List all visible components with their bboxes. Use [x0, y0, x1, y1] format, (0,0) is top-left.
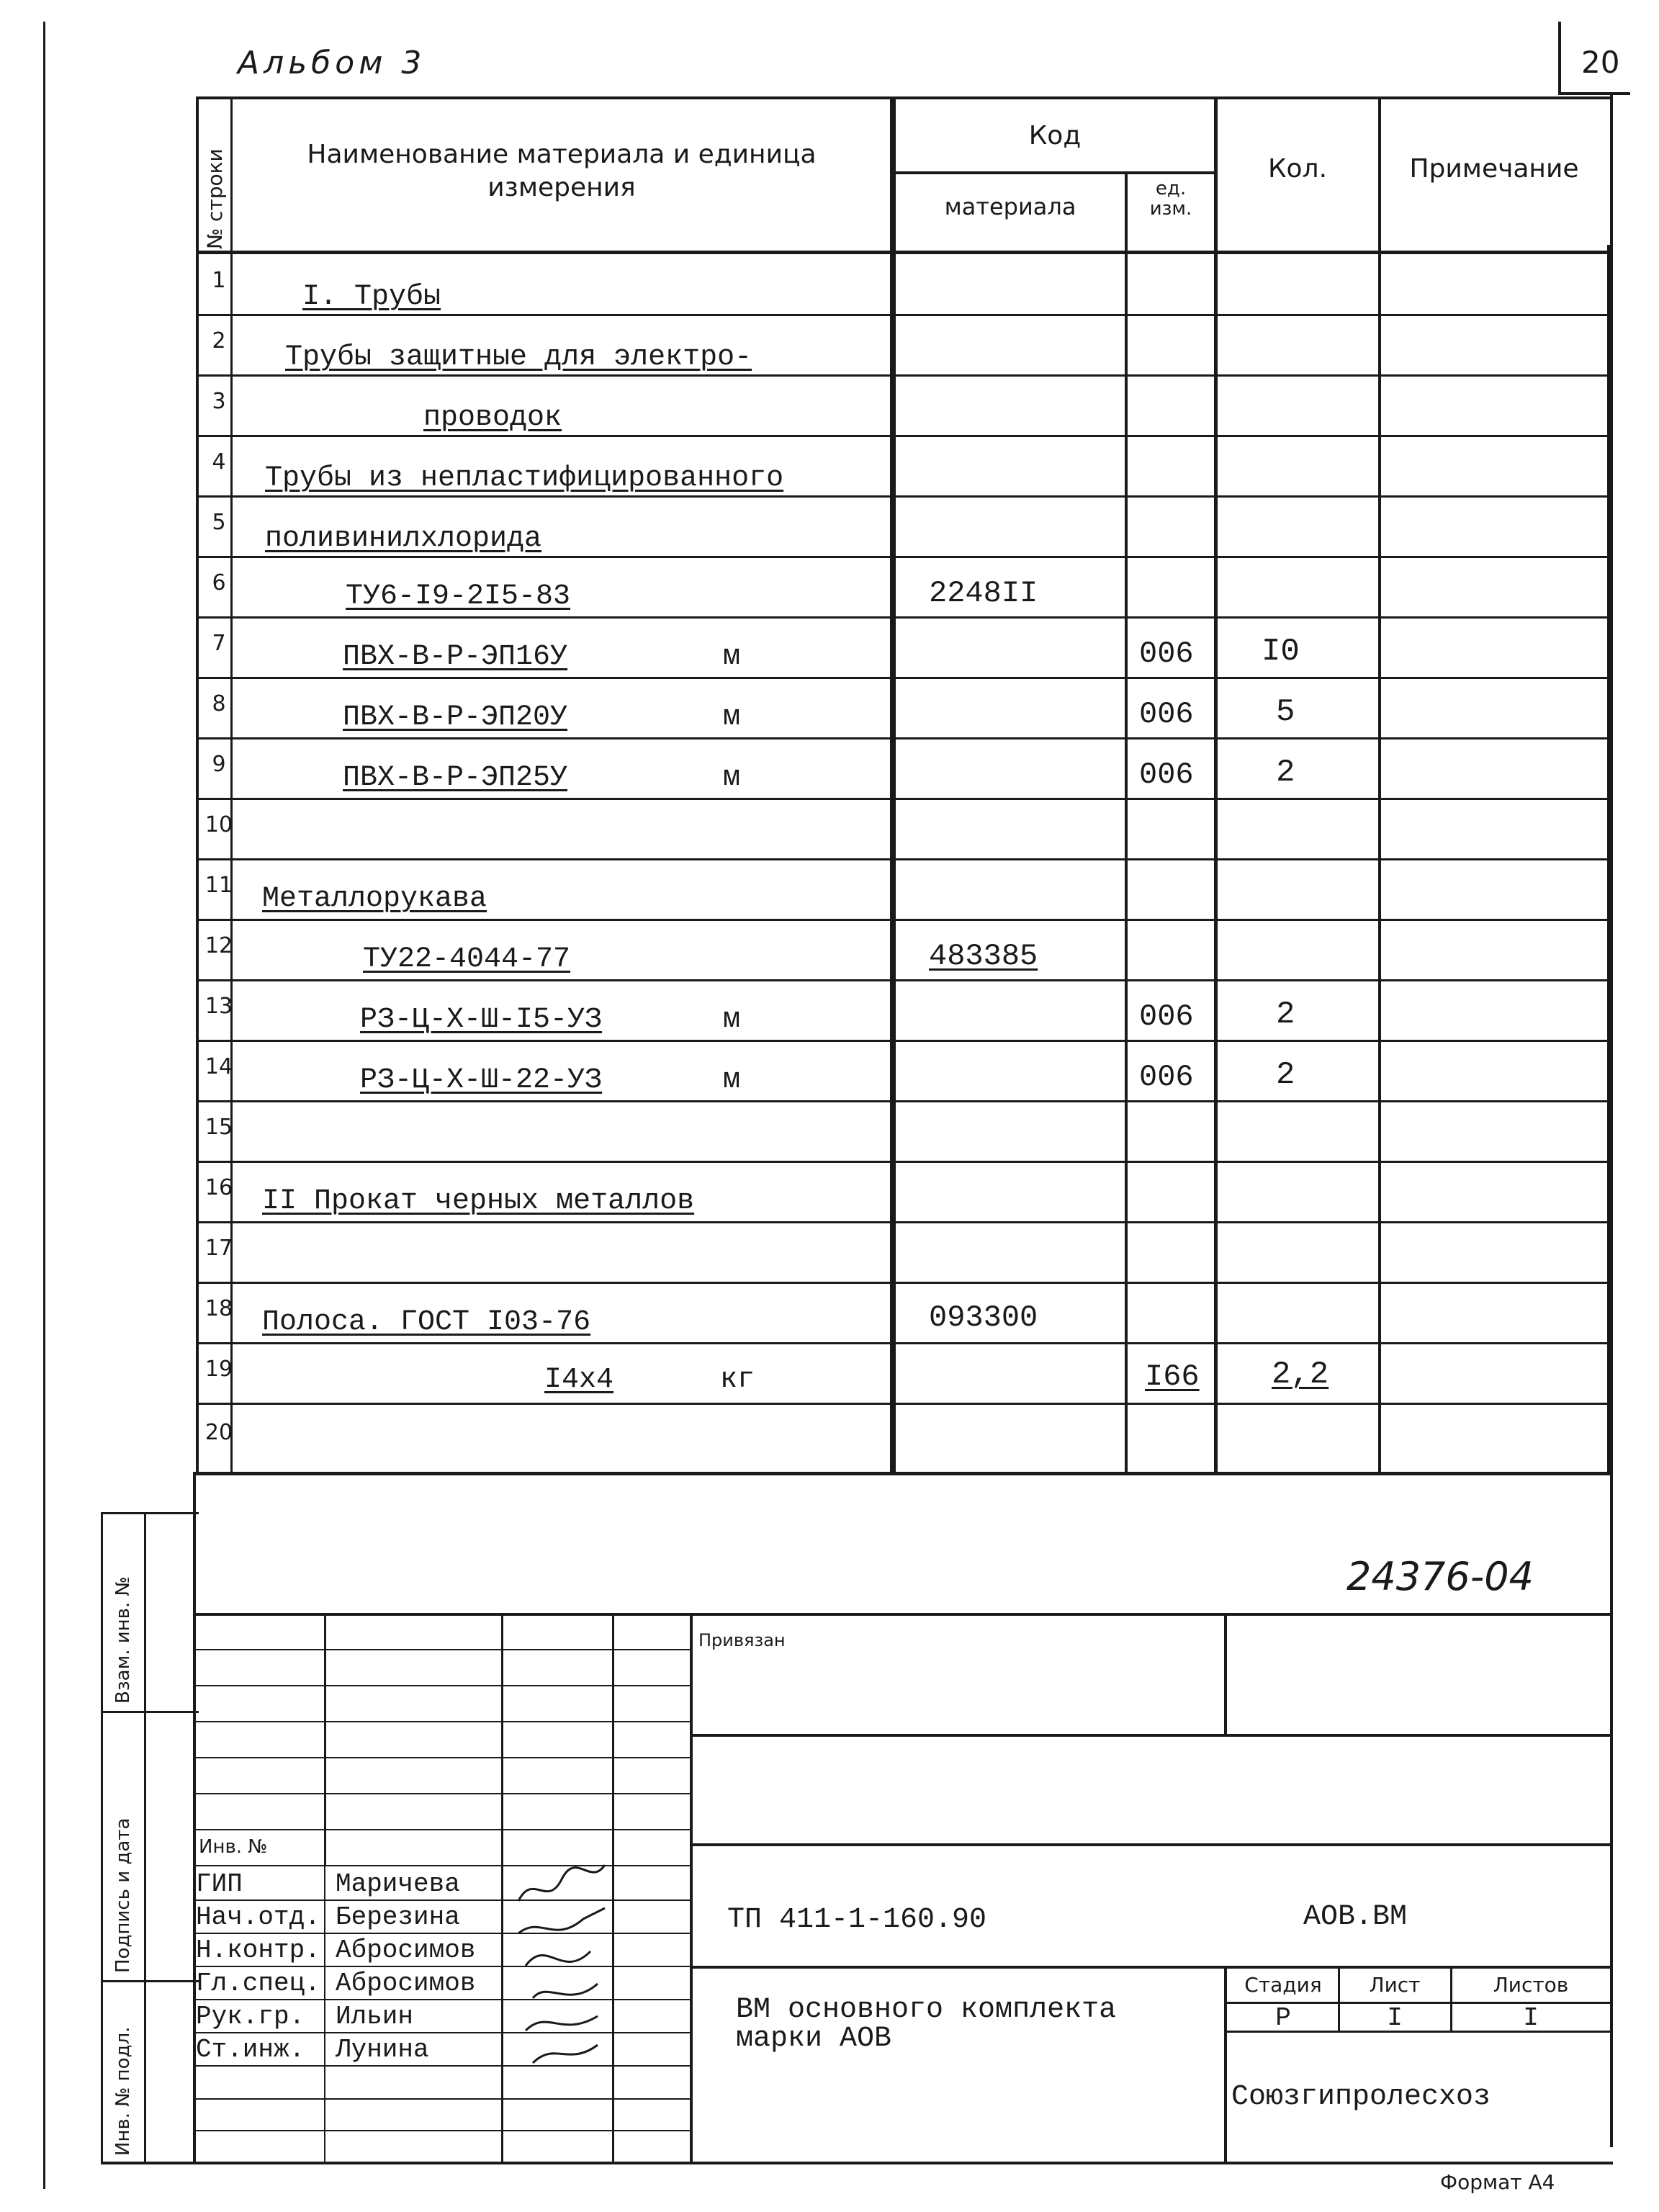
- unit-code: 006: [1139, 999, 1194, 1034]
- stage-value: Р: [1275, 2003, 1291, 2033]
- inventory-code: 24376-04: [1346, 1554, 1534, 1599]
- material-name: II Прокат черных металлов: [262, 1185, 695, 1218]
- header-note: Примечание: [1409, 154, 1579, 184]
- material-name: Полоса. ГОСТ I03-76: [262, 1306, 591, 1339]
- material-name: ТУ6-I9-2I5-83: [346, 580, 571, 613]
- header-code-material: материала: [944, 193, 1076, 220]
- material-name: Трубы из непластифицированного: [265, 462, 784, 495]
- row-number: 8: [212, 691, 226, 716]
- row-number: 9: [212, 752, 226, 777]
- row-number: 1: [212, 268, 226, 293]
- project-code: ТП 411-1-160.90: [727, 1904, 987, 1936]
- stage-label: Стадия: [1244, 1973, 1322, 1997]
- document-mark: АОВ.ВМ: [1303, 1901, 1408, 1933]
- unit-code: 006: [1139, 637, 1194, 671]
- row-number: 5: [212, 510, 226, 535]
- material-name: ПВХ-В-Р-ЭП25У: [343, 762, 568, 794]
- header-qty: Кол.: [1267, 154, 1328, 184]
- material-name: ТУ22-4044-77: [363, 943, 571, 976]
- material-code: 2248II: [929, 576, 1038, 611]
- unit-code: 006: [1139, 757, 1194, 792]
- person-name: Ильин: [336, 2002, 414, 2031]
- material-name: проводок: [423, 402, 562, 434]
- material-name: РЗ-Ц-Х-Ш-22-УЗ: [360, 1064, 603, 1097]
- side-vzam-label: Взам. инв. №: [112, 1576, 134, 1704]
- material-name: I4x4: [544, 1364, 614, 1396]
- unit: м: [723, 701, 741, 734]
- header-row-no: № строки: [203, 148, 227, 249]
- row-number: 4: [212, 449, 226, 475]
- row-number: 16: [204, 1175, 233, 1200]
- material-code: 093300: [929, 1300, 1038, 1335]
- header-code-unit: ед. изм.: [1149, 178, 1192, 220]
- material-name: Трубы защитные для электро-: [285, 341, 752, 374]
- person-name: Абросимов: [336, 1969, 476, 1998]
- person-name: Маричева: [336, 1869, 460, 1899]
- inv-no-label: Инв. №: [199, 1836, 268, 1858]
- row-number: 10: [204, 812, 233, 837]
- material-name: I. Трубы: [302, 281, 441, 313]
- quantity: 2: [1276, 755, 1295, 791]
- organization: Союзгипролесхоз: [1231, 2081, 1491, 2113]
- unit-code: 006: [1139, 697, 1194, 732]
- person-name: Лунина: [336, 2035, 429, 2064]
- signature-marks: [504, 1858, 619, 2074]
- row-number: 3: [212, 389, 226, 414]
- privyazan-label: Привязан: [698, 1630, 786, 1650]
- row-number: 19: [204, 1357, 233, 1382]
- row-number: 18: [204, 1296, 233, 1321]
- person-name: Березина: [336, 1902, 460, 1932]
- row-number: 6: [212, 570, 226, 595]
- document-title: ВМ основного комплекта марки АОВ: [736, 1994, 1117, 2055]
- role-label: Гл.спец.: [196, 1969, 320, 1998]
- quantity: 2,2: [1272, 1357, 1329, 1393]
- sheet-number: 20: [1581, 45, 1620, 80]
- sheet-label: Лист: [1369, 1973, 1421, 1997]
- role-label: Рук.гр.: [196, 2002, 305, 2031]
- row-number: 11: [204, 873, 233, 898]
- unit: кг: [720, 1364, 755, 1396]
- album-label: Альбом 3: [238, 45, 426, 81]
- role-label: Нач.отд.: [196, 1902, 320, 1932]
- sheets-label: Листов: [1493, 1973, 1569, 1997]
- unit: м: [723, 641, 741, 673]
- role-label: Ст.инж.: [196, 2035, 305, 2064]
- unit-code: 006: [1139, 1060, 1194, 1094]
- material-name: поливинилхлорида: [265, 523, 542, 555]
- material-name: Металлорукава: [262, 883, 487, 915]
- row-number: 2: [212, 328, 226, 354]
- unit: м: [723, 1004, 741, 1036]
- unit-code: I66: [1145, 1359, 1200, 1394]
- quantity: 2: [1276, 997, 1295, 1033]
- format-label: Формат А4: [1440, 2170, 1555, 2194]
- sheets-value: I: [1523, 2003, 1539, 2033]
- quantity: 5: [1276, 694, 1295, 730]
- row-number: 17: [204, 1236, 233, 1261]
- role-label: ГИП: [196, 1869, 243, 1899]
- header-name: Наименование материала и единица измерения: [307, 140, 817, 202]
- side-podpis-label: Подпись и дата: [112, 1817, 134, 1973]
- quantity: 2: [1276, 1057, 1295, 1093]
- material-name: РЗ-Ц-Х-Ш-I5-УЗ: [360, 1004, 603, 1036]
- side-inv-podl-label: Инв. № подл.: [112, 2026, 134, 2156]
- material-name: ПВХ-В-Р-ЭП20У: [343, 701, 568, 734]
- row-number: 13: [204, 994, 233, 1019]
- sheet-value: I: [1387, 2003, 1403, 2033]
- person-name: Абросимов: [336, 1936, 476, 1965]
- row-number: 20: [204, 1420, 233, 1445]
- unit: м: [723, 1064, 741, 1097]
- material-code: 483385: [929, 939, 1038, 974]
- row-number: 15: [204, 1115, 233, 1140]
- row-number: 14: [204, 1054, 233, 1079]
- role-label: Н.контр.: [196, 1936, 320, 1965]
- quantity: I0: [1262, 634, 1300, 670]
- material-name: ПВХ-В-Р-ЭП16У: [343, 641, 568, 673]
- row-number: 7: [212, 631, 226, 656]
- header-code: Код: [1028, 121, 1082, 150]
- unit: м: [723, 762, 741, 794]
- row-number: 12: [204, 933, 233, 958]
